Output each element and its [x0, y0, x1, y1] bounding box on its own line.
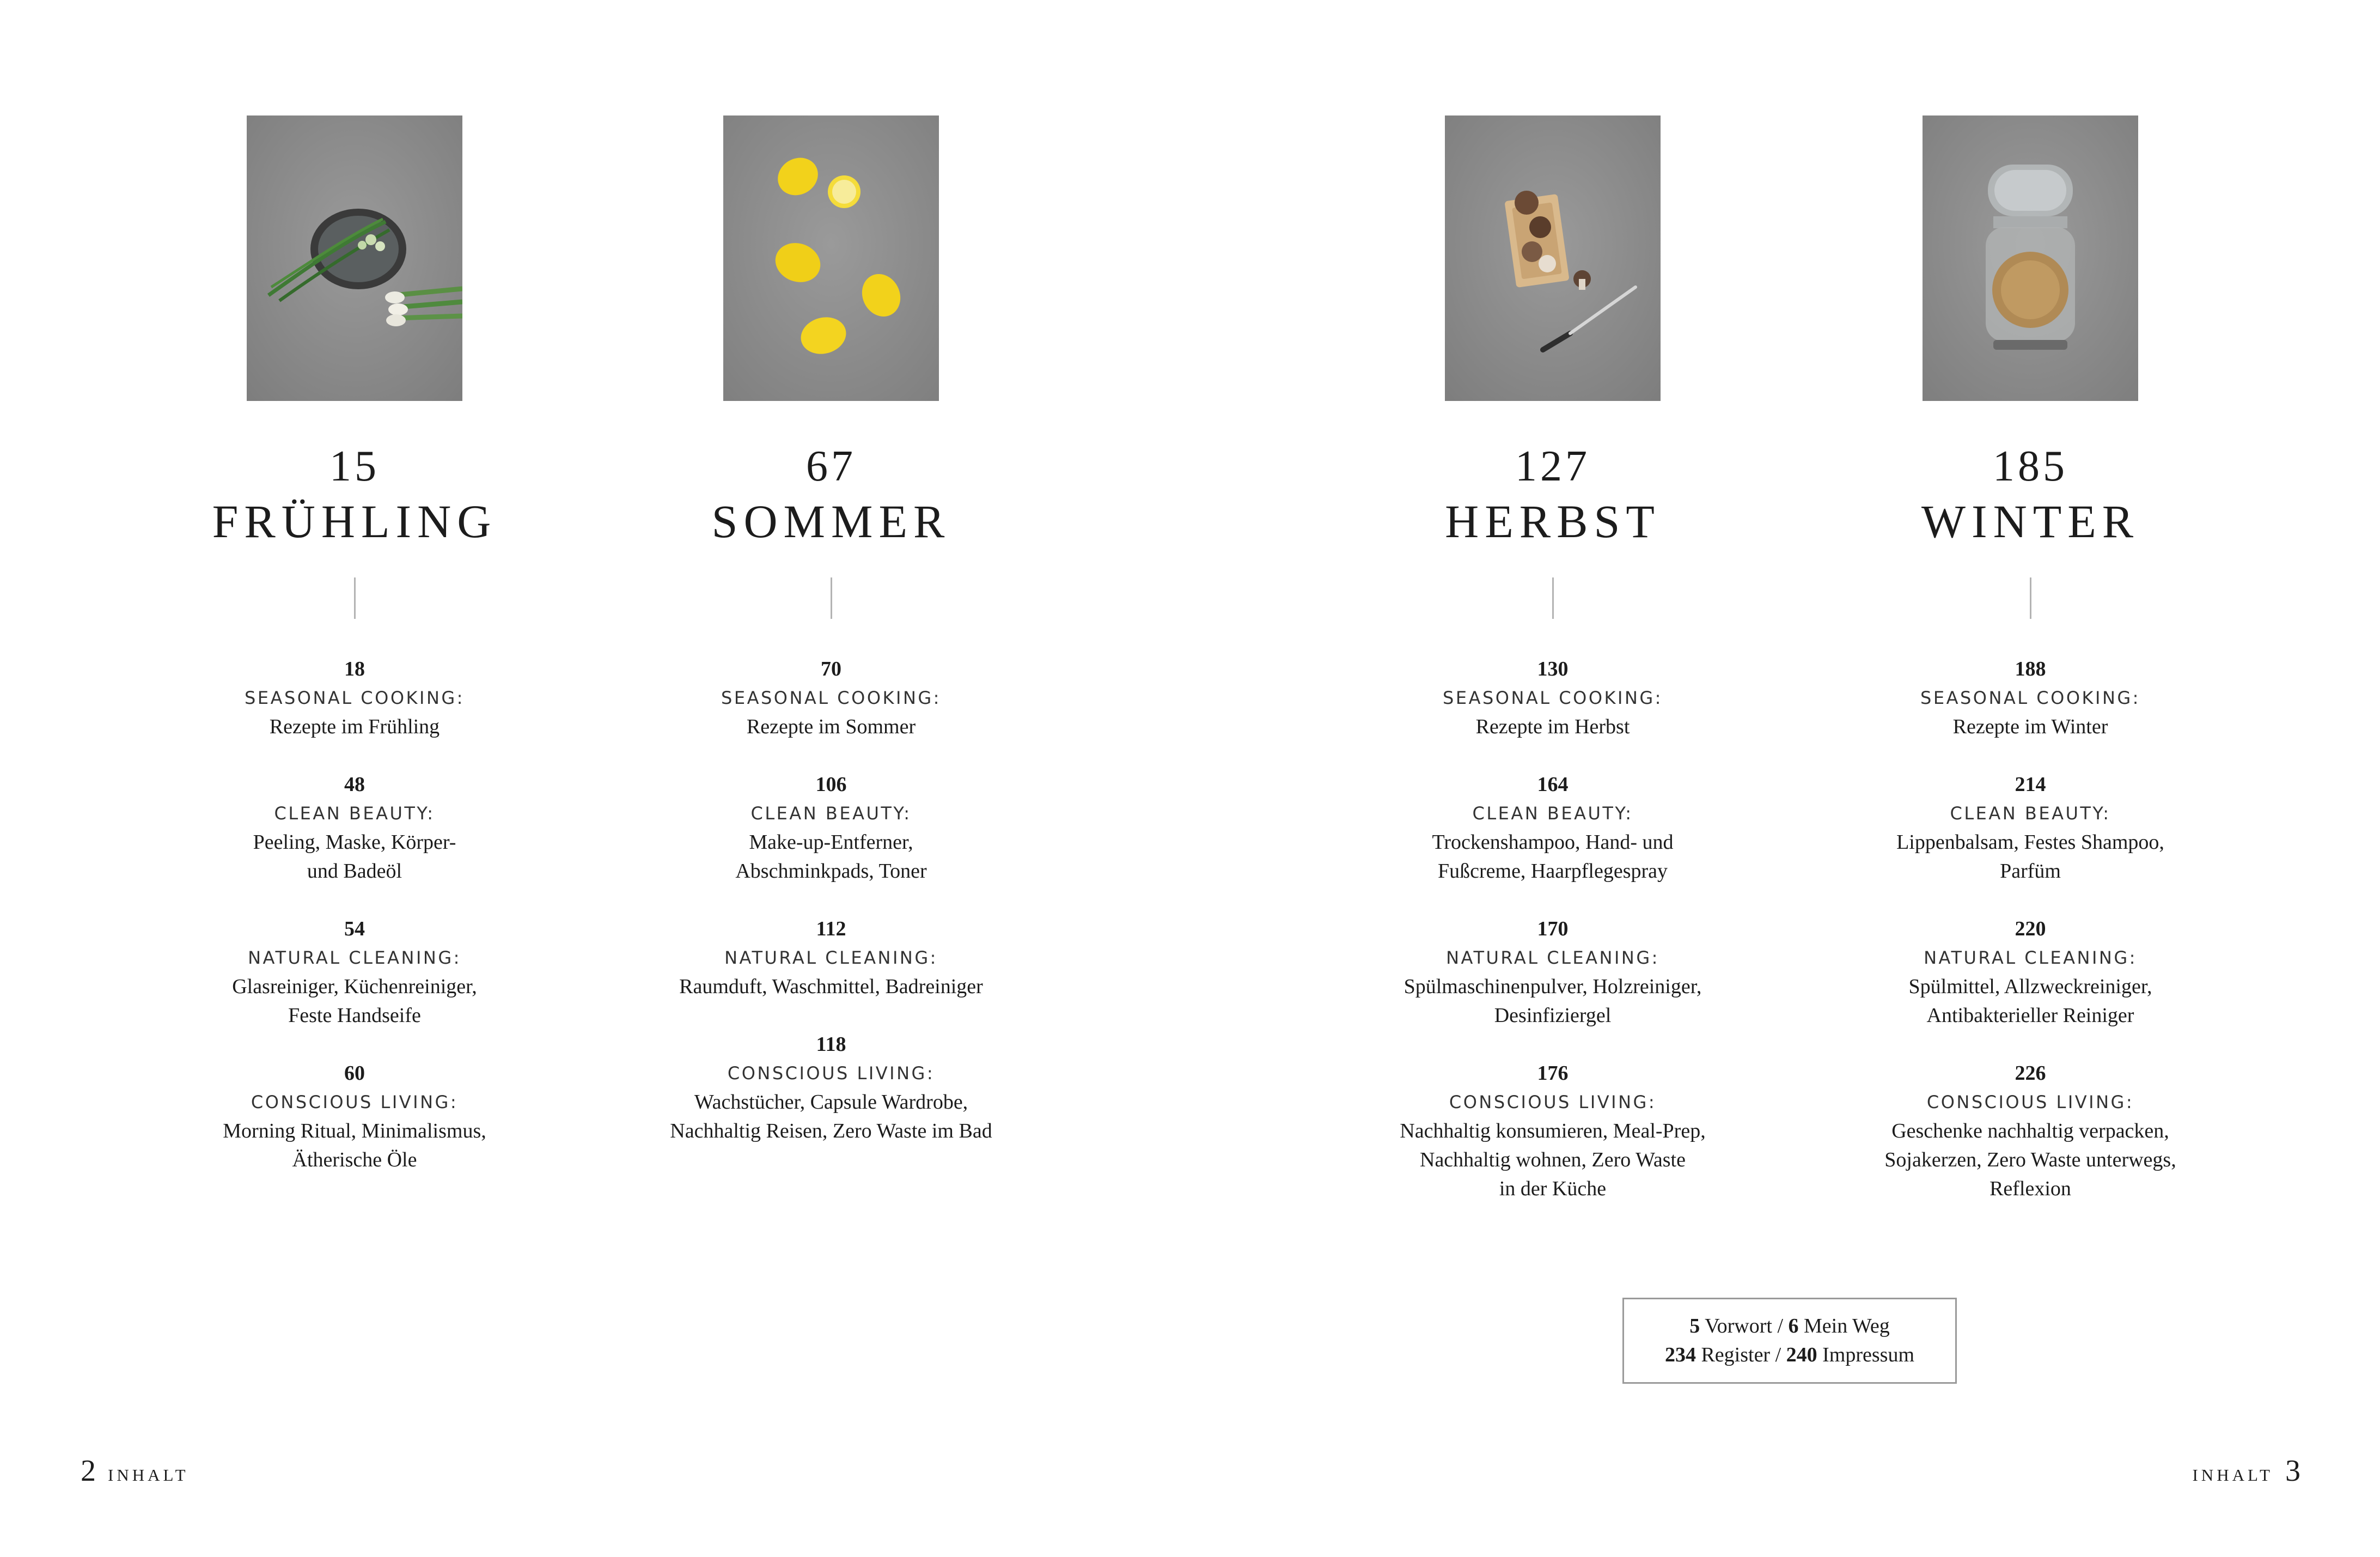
- toc-entry[interactable]: [591, 1030, 1071, 1146]
- extras-link-register[interactable]: [1665, 1343, 1770, 1366]
- entry-category: NATURAL CLEANING:: [1924, 947, 2137, 968]
- season-photo: [723, 115, 939, 401]
- extras-page-number: 6: [1788, 1315, 1799, 1337]
- entry-page-number: 48: [344, 773, 365, 796]
- season-title[interactable]: HERBST: [1445, 495, 1661, 548]
- entry-category: SEASONAL COOKING:: [1920, 688, 2140, 708]
- season-start-page[interactable]: 127: [1515, 442, 1590, 490]
- entry-description: Geschenke nachhaltig verpacken, Sojakerzen, Zero Waste unterwegs, Reflexion: [1884, 1120, 2176, 1200]
- extras-line: [1624, 1341, 1955, 1370]
- entry-description: Peeling, Maske, Körper- und Badeöl: [253, 831, 456, 883]
- entry-category: CONSCIOUS LIVING:: [251, 1092, 459, 1112]
- extras-label: Vorwort: [1705, 1315, 1772, 1337]
- entry-category: CLEAN BEAUTY:: [1950, 803, 2111, 824]
- season-title[interactable]: FRÜHLING: [212, 495, 497, 548]
- entry-page-number: 176: [1537, 1062, 1569, 1085]
- divider: [1552, 577, 1554, 619]
- entry-description: Rezepte im Frühling: [269, 715, 440, 738]
- entry-category: CLEAN BEAUTY:: [750, 803, 912, 824]
- toc-entry[interactable]: [115, 915, 594, 1030]
- entry-category: SEASONAL COOKING:: [721, 688, 941, 708]
- entry-page-number: 70: [821, 658, 841, 680]
- entry-description: Raumduft, Waschmittel, Badreiniger: [679, 975, 983, 998]
- toc-entry[interactable]: [115, 655, 594, 741]
- toc-entry[interactable]: [1313, 1059, 1792, 1203]
- folio-left: [81, 1453, 189, 1486]
- entry-category: NATURAL CLEANING:: [724, 947, 938, 968]
- entry-category: NATURAL CLEANING:: [248, 947, 461, 968]
- folio-label: INHALT: [108, 1465, 189, 1485]
- entry-description: Morning Ritual, Minimalismus, Ätherische Öle: [223, 1120, 486, 1171]
- season-photo: [1923, 115, 2138, 401]
- divider: [2030, 577, 2031, 619]
- entry-page-number: 118: [816, 1033, 846, 1056]
- entry-page-number: 18: [344, 658, 365, 680]
- toc-entry[interactable]: [1791, 655, 2270, 741]
- season-photo: [1445, 115, 1661, 401]
- entry-description: Rezepte im Sommer: [746, 715, 916, 738]
- entry-category: SEASONAL COOKING:: [1443, 688, 1663, 708]
- spring-onions-plate-icon: [247, 115, 462, 401]
- folio-page-number: 2: [81, 1454, 96, 1488]
- entry-category: NATURAL CLEANING:: [1446, 947, 1659, 968]
- entry-category: CONSCIOUS LIVING:: [727, 1063, 935, 1084]
- extras-line: [1624, 1312, 1955, 1341]
- toc-entry[interactable]: [1313, 770, 1792, 886]
- entry-page-number: 106: [815, 773, 847, 796]
- folio-label: INHALT: [2192, 1465, 2273, 1485]
- extras-label: Mein Weg: [1804, 1315, 1890, 1337]
- season-title[interactable]: WINTER: [1921, 495, 2140, 548]
- entry-description: Trockenshampoo, Hand- und Fußcreme, Haarpflegespray: [1432, 831, 1674, 883]
- entry-page-number: 226: [2015, 1062, 2046, 1085]
- extras-link-mein-weg[interactable]: [1789, 1315, 1890, 1337]
- entry-category: CLEAN BEAUTY:: [1472, 803, 1633, 824]
- entry-description: Spülmaschinenpulver, Holzreiniger, Desinfiziergel: [1403, 975, 1702, 1027]
- season-start-page[interactable]: 15: [329, 442, 380, 490]
- toc-entry[interactable]: [1313, 915, 1792, 1030]
- extras-link-vorwort[interactable]: [1689, 1315, 1772, 1337]
- divider: [354, 577, 356, 619]
- entry-description: Spülmittel, Allzweckreiniger, Antibakterieller Reiniger: [1908, 975, 2152, 1027]
- folio-page-number: 3: [2285, 1454, 2300, 1488]
- entry-page-number: 188: [2015, 658, 2046, 680]
- season-start-page[interactable]: 67: [806, 442, 856, 490]
- entry-category: CONSCIOUS LIVING:: [1449, 1092, 1657, 1112]
- entry-page-number: 214: [2015, 773, 2046, 796]
- entry-description: Glasreiniger, Küchenreiniger, Feste Handseife: [232, 975, 477, 1027]
- entry-description: Make-up-Entferner, Abschminkpads, Toner: [735, 831, 927, 883]
- entry-category: CONSCIOUS LIVING:: [1926, 1092, 2134, 1112]
- toc-entry[interactable]: [591, 770, 1071, 886]
- toc-entry[interactable]: [591, 915, 1071, 1001]
- season-title[interactable]: SOMMER: [711, 495, 951, 548]
- grain-jar-icon: [1923, 115, 2138, 401]
- entry-page-number: 60: [344, 1062, 365, 1085]
- entry-category: CLEAN BEAUTY:: [274, 803, 435, 824]
- extras-page-number: 5: [1689, 1315, 1700, 1337]
- entry-category: SEASONAL COOKING:: [245, 688, 465, 708]
- toc-entry[interactable]: [115, 770, 594, 886]
- extras-box: [1622, 1298, 1957, 1384]
- extras-page-number: 234: [1664, 1343, 1696, 1366]
- extras-separator: /: [1777, 1315, 1784, 1337]
- extras-page-number: 240: [1786, 1343, 1817, 1366]
- season-photo: [247, 115, 462, 401]
- entry-description: Rezepte im Herbst: [1475, 715, 1630, 738]
- entry-page-number: 54: [344, 917, 365, 940]
- entry-page-number: 112: [816, 917, 846, 940]
- toc-entry[interactable]: [1791, 915, 2270, 1030]
- season-column-summer: [591, 115, 1071, 1175]
- entry-description: Lippenbalsam, Festes Shampoo, Parfüm: [1896, 831, 2164, 883]
- entry-page-number: 164: [1537, 773, 1569, 796]
- toc-entry[interactable]: [1313, 655, 1792, 741]
- season-column-spring: [115, 115, 594, 1203]
- toc-entry[interactable]: [591, 655, 1071, 741]
- divider: [831, 577, 832, 619]
- lemons-icon: [723, 115, 939, 401]
- toc-entry[interactable]: [1791, 1059, 2270, 1203]
- entry-description: Wachstücher, Capsule Wardrobe, Nachhaltig Reisen, Zero Waste im Bad: [670, 1091, 992, 1142]
- toc-entry[interactable]: [1791, 770, 2270, 886]
- season-column-winter: [1791, 115, 2270, 1232]
- mushrooms-knife-icon: [1445, 115, 1661, 401]
- entry-description: Nachhaltig konsumieren, Meal-Prep, Nachhaltig wohnen, Zero Waste in der Küche: [1400, 1120, 1706, 1200]
- entry-page-number: 170: [1537, 917, 1569, 940]
- entry-page-number: 130: [1537, 658, 1569, 680]
- entry-page-number: 220: [2015, 917, 2046, 940]
- entry-description: Rezepte im Winter: [1952, 715, 2108, 738]
- extras-link-impressum[interactable]: [1786, 1343, 1914, 1366]
- season-start-page[interactable]: 185: [1993, 442, 2068, 490]
- season-column-autumn: [1313, 115, 1792, 1232]
- extras-label: Register: [1701, 1343, 1771, 1366]
- extras-label: Impressum: [1822, 1343, 1915, 1366]
- folio-right: [2192, 1453, 2300, 1486]
- extras-separator: /: [1775, 1343, 1781, 1366]
- toc-entry[interactable]: [115, 1059, 594, 1175]
